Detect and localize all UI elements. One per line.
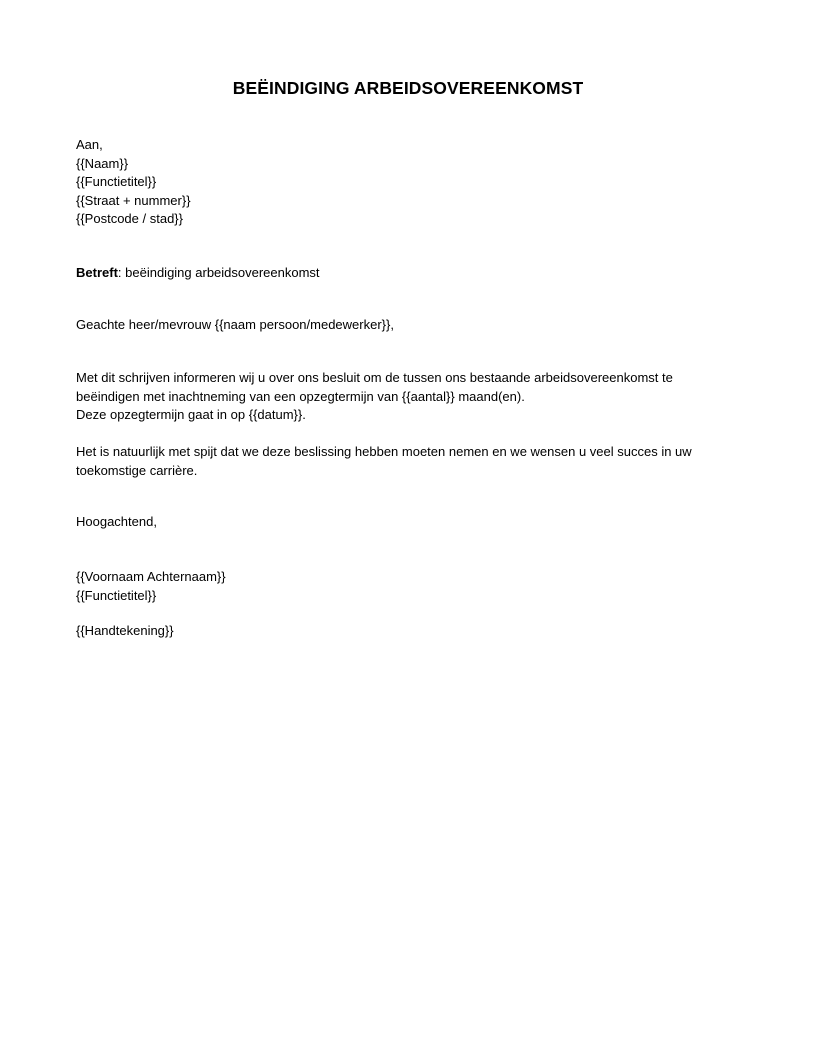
subject-line bbox=[76, 264, 736, 283]
closing-text: Hoogachtend, bbox=[76, 514, 157, 529]
document-title: BEËINDIGING ARBEIDSOVEREENKOMST bbox=[232, 78, 584, 98]
recipient-job-title: {{Functietitel}} bbox=[76, 174, 157, 189]
recipient-address-block bbox=[76, 136, 736, 229]
closing-line bbox=[76, 513, 736, 532]
greeting-line bbox=[76, 316, 736, 335]
recipient-name: {{Naam}} bbox=[76, 155, 129, 171]
signature-block bbox=[76, 622, 736, 641]
paragraph-termination bbox=[76, 369, 736, 425]
subject-text: beëindiging arbeidsovereenkomst bbox=[125, 265, 320, 280]
subject-separator: : bbox=[117, 265, 126, 280]
paragraph-regret bbox=[76, 443, 736, 480]
signer-job-title: {{Functietitel}} bbox=[76, 587, 157, 603]
signer-block bbox=[76, 568, 736, 605]
greeting-text: Geachte heer/mevrouw {{naam persoon/medewerker}}, bbox=[76, 317, 394, 332]
recipient-salutation-to: Aan, bbox=[76, 137, 103, 152]
paragraph2-line1: Het is natuurlijk met spijt dat we deze beslissing hebben moeten nemen en we wensen u veel succes in uw bbox=[76, 444, 692, 459]
recipient-postcode-city: {{Postcode / stad}} bbox=[76, 211, 183, 226]
subject-label: Betreft bbox=[76, 265, 118, 280]
paragraph1-line2: beëindigen met inachtneming van een opzegtermijn van {{aantal}} maand(en). bbox=[76, 388, 525, 404]
paragraph2-line2: toekomstige carrière. bbox=[76, 462, 198, 478]
signer-name: {{Voornaam Achternaam}} bbox=[76, 569, 226, 584]
signature-placeholder: {{Handtekening}} bbox=[76, 623, 174, 638]
paragraph1-line3: Deze opzegtermijn gaat in op {{datum}}. bbox=[76, 407, 306, 422]
paragraph1-line1: Met dit schrijven informeren wij u over ons besluit om de tussen ons bestaande arbeidsovereenkomst te bbox=[76, 370, 673, 385]
recipient-street: {{Straat + nummer}} bbox=[76, 192, 191, 208]
